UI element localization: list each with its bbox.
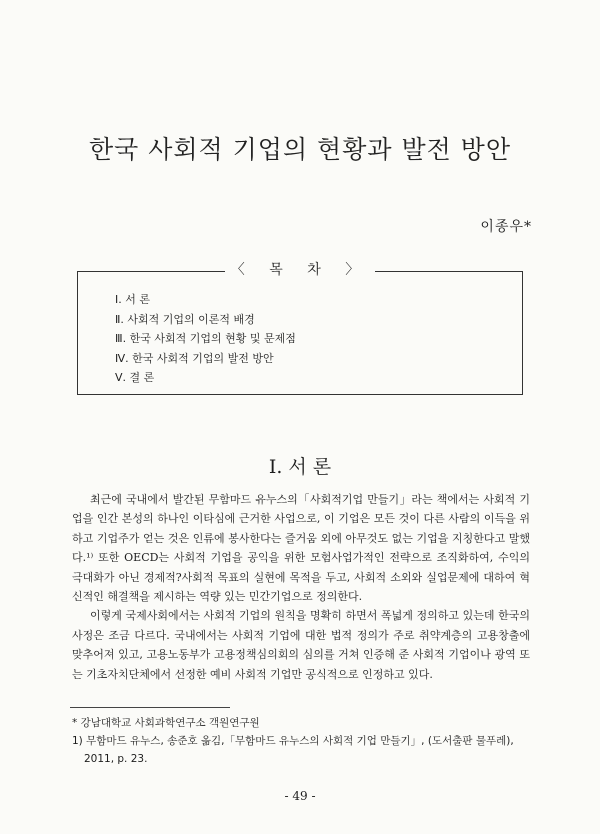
toc-item: Ⅳ. 한국 사회적 기업의 발전 방안 <box>115 351 274 365</box>
section-heading: Ⅰ. 서 론 <box>268 456 332 478</box>
body-text <box>72 490 530 684</box>
toc-list <box>115 290 296 388</box>
footnote-1: 1) 무함마드 유누스, 송준호 옮김,「무함마드 유누스의 사회적 기업 만들기」, (도서출판 물푸레), <box>72 735 514 747</box>
paragraph: 이렇게 국제사회에서는 사회적 기업의 원칙을 명확히 하면서 폭넓게 정의하고 있는데 한국의 사정은 조금 다르다. 국내에서는 사회적 기업에 대한 법적 정의가 주로 취약계층의 고용창출에 맞추어져 있고, 고용노동부가 고용정책심의회의 심의를 거쳐 인증해 준 사회적 기업이나 광역 또는 기초자치단체에서 선정한 예비 사회적 기업만 공식적으로 인정하고 있다. <box>72 609 530 681</box>
footnote-1-continued: 2011, p. 23. <box>84 753 148 765</box>
page-number: - 49 - <box>284 789 316 803</box>
toc-item: Ⅴ. 결 론 <box>115 371 155 384</box>
toc-item: Ⅲ. 한국 사회적 기업의 현황 및 문제점 <box>115 332 296 345</box>
author: 이종우* <box>480 219 532 235</box>
paragraph: 최근에 국내에서 발간된 무함마드 유누스의「사회적기업 만들기」라는 책에서는 사회적 기업을 인간 본성의 하나인 이타심에 근거한 사업으로, 이 기업은 모든 것이 다른 사람의 이득을 위하고 기업주가 얻는 것은 인류에 봉사한다는 즐거움 외에 아무것도 없는 기업을 지칭한다고 말했다.¹⁾ 또한 OECD는 사회적 기업을 공익을 위한 모험사업가적인 전략으로 조직화하여, 수익의 극대화가 아닌 경제적?사회적 목표의 실현에 목적을 두고, 사회적 소외와 실업문제에 대하여 혁신적인 해결책을 제시하는 역량 있는 민간기업으로 정의한다. <box>72 493 530 604</box>
toc-item: Ⅱ. 사회적 기업의 이론적 배경 <box>115 312 255 326</box>
footnotes <box>72 714 542 768</box>
paper-title: 한국 사회적 기업의 현황과 발전 방안 <box>89 135 511 164</box>
toc-item: Ⅰ. 서 론 <box>115 293 150 306</box>
footnote-divider <box>70 707 230 708</box>
footnote-affiliation: * 강남대학교 사회과학연구소 객원연구원 <box>72 717 260 729</box>
toc-label: 〈 목 차 〉 <box>0 259 600 279</box>
